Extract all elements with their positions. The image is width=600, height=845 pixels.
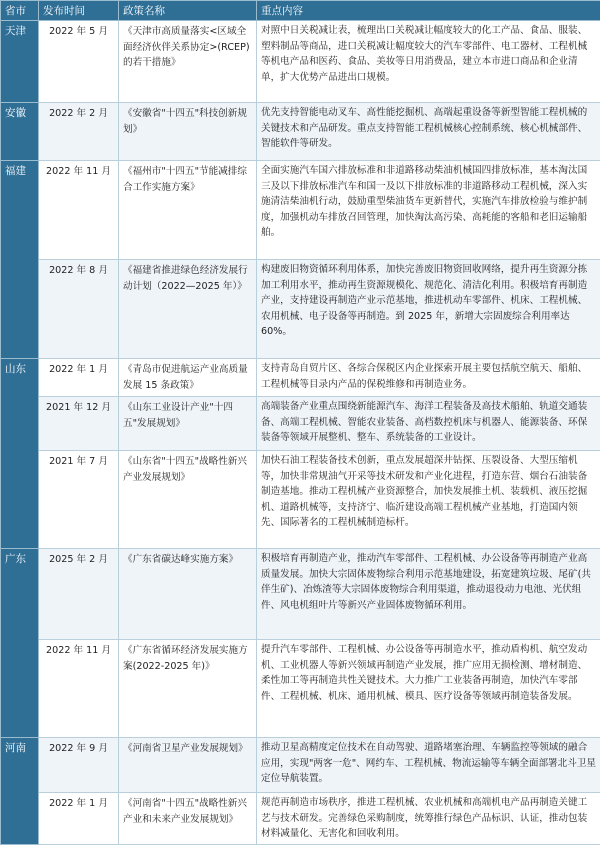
province-cell: 安徽 — [1, 103, 39, 161]
table-row — [1, 260, 600, 359]
policy-cell: 《河南省"十四五"战略性新兴产业和未来产业发展规划》 — [119, 793, 257, 845]
province-cell: 山东 — [1, 359, 39, 549]
policy-cell: 《山东省"十四五"战略性新兴产业发展规划》 — [119, 451, 257, 549]
date-cell: 2022 年 1 月 — [39, 359, 119, 397]
table-row — [1, 21, 600, 103]
policy-cell: 《山东工业设计产业"十四五"发展规划》 — [119, 397, 257, 451]
policy-cell: 《河南省卫星产业发展规划》 — [119, 738, 257, 793]
date-cell: 2022 年 8 月 — [39, 260, 119, 359]
content-cell: 支持青岛自贸片区、各综合保税区内企业探索开展主要包括航空航天、船舶、工程机械等目录内产品的保税维修和再制造业务。 — [257, 359, 600, 397]
date-cell: 2022 年 2 月 — [39, 103, 119, 161]
content-cell: 全面实施汽车国六排放标准和非道路移动柴油机械国四排放标准，基本淘汰国三及以下排放标准汽车和国一及以下排放标准的非道路移动工程机械，深入实施清洁柴油机行动，鼓励重型柴油货车更新替代，实施汽车排放检验与维护制度，加强机动车排放召回管理，加快淘汰高污染、高耗能的客船和老旧运输船舶。 — [257, 161, 600, 260]
province-cell: 天津 — [1, 21, 39, 103]
table-row — [1, 103, 600, 161]
header-date: 发布时间 — [39, 1, 119, 21]
date-cell: 2021 年 12 月 — [39, 397, 119, 451]
content-cell: 推动卫星高精度定位技术在自动驾驶、道路堵塞治理、车辆监控等领域的融合应用，实现"两客一危"、网约车、工程机械、物流运输等车辆全面部署北斗卫星定位导航装置。 — [257, 738, 600, 793]
date-cell: 2021 年 7 月 — [39, 451, 119, 549]
content-cell: 高端装备产业重点围绕新能源汽车、海洋工程装备及高技术船舶、轨道交通装备、高端工程机械、智能农业装备、高档数控机床与机器人、能源装备、环保装备等领域开展整机、整车、系统装备的工业设计。 — [257, 397, 600, 451]
policy-cell: 《广东省循环经济发展实施方案(2022-2025 年)》 — [119, 640, 257, 738]
content-cell: 对照中日关税减让表，梳理出口关税减让幅度较大的化工产品、食品、服装、塑料制品等商品，进口关税减让幅度较大的汽车零部件、电工器材、工程机械等机电产品和医药、食品、美妆等日用消费品，建立本市进口商品和企业清单，扩大优势产品进出口规模。 — [257, 21, 600, 103]
date-cell: 2022 年 11 月 — [39, 640, 119, 738]
province-cell: 河南 — [1, 738, 39, 845]
policy-cell: 《广东省碳达峰实施方案》 — [119, 549, 257, 640]
header-province: 省市 — [1, 1, 39, 21]
content-cell: 加快石油工程装备技术创新，重点发展超深井钻探、压裂设备、大型压缩机等，加快非常规油气开采等技术研发和产业化进程，打造东营、烟台石油装备制造基地。推动工程机械产业资源整合，加快发展推土机、装载机、液压挖掘机、道路机械等，支持济宁、临沂建设高端工程机械产业基地，打造国内领先、国际著名的工程机械制造标杆。 — [257, 451, 600, 549]
table-row — [1, 549, 600, 640]
header-content: 重点内容 — [257, 1, 600, 21]
date-cell: 2025 年 2 月 — [39, 549, 119, 640]
table-row — [1, 397, 600, 451]
content-cell: 积极培育再制造产业，推动汽车零部件、工程机械、办公设备等再制造产业高质量发展。加快大宗固体废物综合利用示范基地建设，拓宽建筑垃圾、尾矿(共伴生矿)、冶炼渣等大宗固体废物综合利用渠道，推动退役动力电池、光伏组件、风电机组叶片等新兴产业固体废物循环利用。 — [257, 549, 600, 640]
date-cell: 2022 年 1 月 — [39, 793, 119, 845]
province-cell: 广东 — [1, 549, 39, 738]
province-cell: 福建 — [1, 161, 39, 359]
content-cell: 优先支持智能电动叉车、高性能挖掘机、高端起重设备等新型智能工程机械的关键技术和产品研发。重点支持智能工程机械核心控制系统、核心机械部件、智能软件等研发。 — [257, 103, 600, 161]
policy-cell: 《安徽省"十四五"科技创新规划》 — [119, 103, 257, 161]
date-cell: 2022 年 11 月 — [39, 161, 119, 260]
table-row — [1, 793, 600, 845]
header-policy: 政策名称 — [119, 1, 257, 21]
policy-cell: 《福建省推进绿色经济发展行动计划（2022—2025 年）》 — [119, 260, 257, 359]
policy-cell: 《青岛市促进航运产业高质量发展 15 条政策》 — [119, 359, 257, 397]
date-cell: 2022 年 9 月 — [39, 738, 119, 793]
table-row — [1, 738, 600, 793]
content-cell: 构建废旧物资循环利用体系，加快完善废旧物资回收网络，提升再生资源分拣加工利用水平，推动再生资源规模化、规范化、清洁化利用。积极培育再制造产业，支持建设再制造产业示范基地，推进机动车零部件、机床、工程机械、农用机械、电子设备等再制造。到 2025 年，新增大宗固废综合利用率达 60%。 — [257, 260, 600, 359]
policy-cell: 《福州市"十四五"节能减排综合工作实施方案》 — [119, 161, 257, 260]
policy-cell: 《天津市高质量落实<区域全面经济伙伴关系协定>(RCEP)的若干措施》 — [119, 21, 257, 103]
content-cell: 规范再制造市场秩序，推进工程机械、农业机械和高端机电产品再制造关键工艺与技术研发。完善绿色采购制度，统筹推行绿色产品标识、认证，推动包装材料减量化、无害化和回收利用。 — [257, 793, 600, 845]
table-header-row — [1, 1, 600, 21]
table-row — [1, 451, 600, 549]
table-row — [1, 359, 600, 397]
table-row — [1, 161, 600, 260]
table-row — [1, 640, 600, 738]
content-cell: 提升汽车零部件、工程机械、办公设备等再制造水平，推动盾构机、航空发动机、工业机器人等新兴领域再制造产业发展，推广应用无损检测、增材制造、柔性加工等再制造共性关键技术。大力推广工业装备再制造，加快汽车零部件、工程机械、机床、通用机械、模具、医疗设备等领域再制造装备发展。 — [257, 640, 600, 738]
date-cell: 2022 年 5 月 — [39, 21, 119, 103]
